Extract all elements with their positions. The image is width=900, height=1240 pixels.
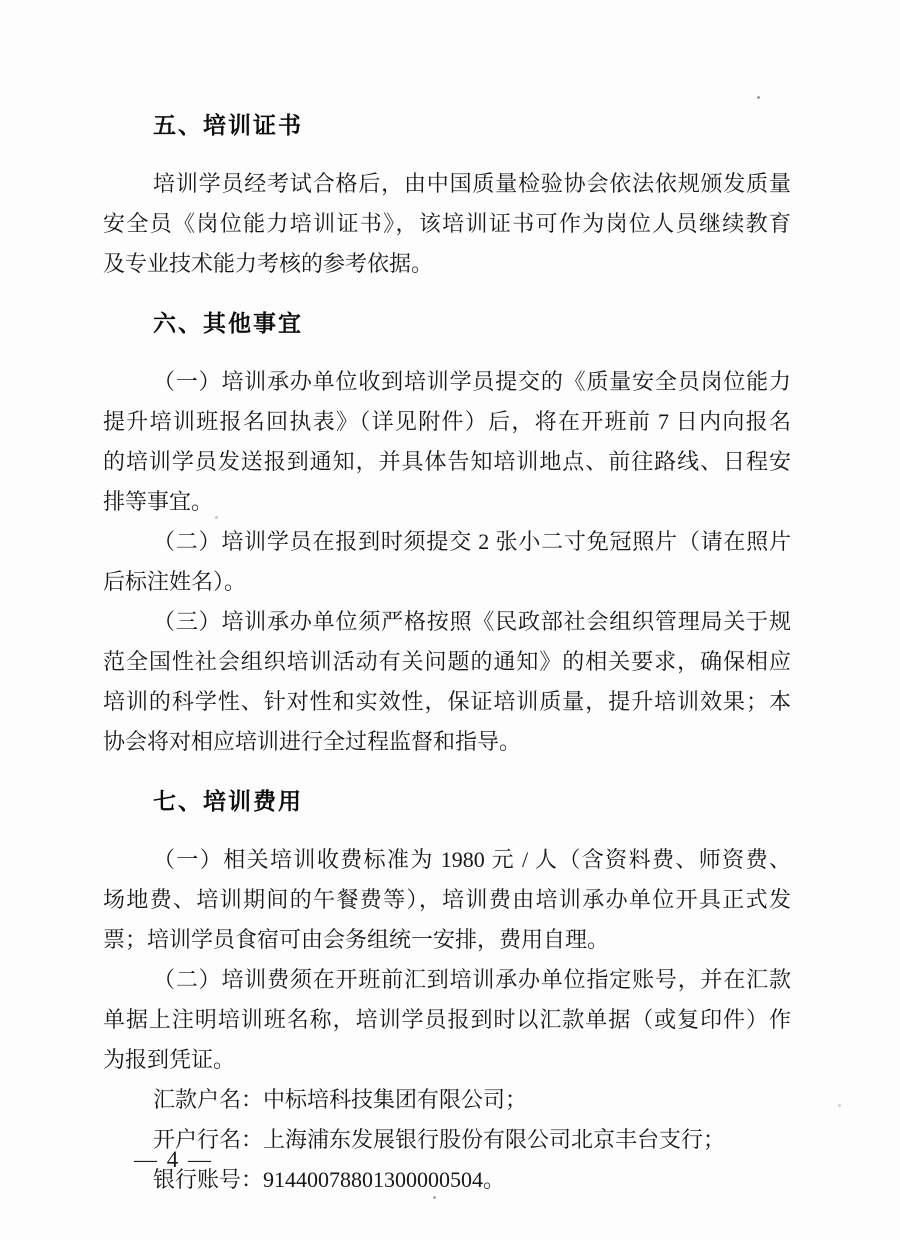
paragraph-line: 单据上注明培训班名称，培训学员报到时以汇款单据（或复印件）作 — [103, 1007, 791, 1033]
document-body — [103, 86, 791, 1200]
section-heading: 七、培训费用 — [153, 788, 303, 815]
document-section — [103, 105, 791, 284]
section-heading: 五、培训证书 — [153, 112, 303, 139]
paragraph-line: 的培训学员发送报到通知，并具体告知培训地点、前往路线、日程安 — [103, 449, 791, 475]
paragraph-line: 协会将对相应培训进行全过程监督和指导。 — [103, 729, 522, 755]
section-heading: 六、其他事宜 — [153, 310, 303, 337]
paragraph-line: 提升培训班报名回执表》（详见附件）后，将在开班前 7 日内向报名 — [103, 409, 791, 435]
paragraph-line: 及专业技术能力考核的参考依据。 — [103, 251, 434, 277]
paragraph-line: （三）培训承办单位须严格按照《民政部社会组织管理局关于规 — [153, 609, 791, 635]
document-section — [103, 781, 791, 1200]
scan-noise — [0, 0, 3, 3]
paragraph-line: 安全员《岗位能力培训证书》，该培训证书可作为岗位人员继续教育 — [103, 211, 791, 237]
paragraph-line: 排等事宜。 — [103, 489, 214, 515]
paragraph-line: 场地费、培训期间的午餐费等），培训费由培训承办单位开具正式发 — [103, 887, 791, 913]
paragraph-line: （一）培训承办单位收到培训学员提交的《质量安全员岗位能力 — [153, 369, 791, 395]
paragraph-line: （二）培训费须在开班前汇到培训承办单位指定账号，并在汇款 — [153, 967, 791, 993]
paragraph-line: （二）培训学员在报到时须提交 2 张小二寸免冠照片（请在照片 — [153, 529, 791, 555]
paragraph-line: 为报到凭证。 — [103, 1047, 236, 1073]
paragraph-line: 培训的科学性、针对性和实效性，保证培训质量，提升培训效果；本 — [103, 689, 791, 715]
paragraph-line: 开户行名：上海浦东发展银行股份有限公司北京丰台支行； — [153, 1127, 726, 1153]
paragraph-line: （一）相关培训收费标准为 1980 元 / 人（含资料费、师资费、 — [153, 847, 791, 873]
paragraph-line: 银行账号：91440078801300000504。 — [153, 1167, 506, 1193]
document-section — [103, 303, 791, 762]
paragraph-line: 培训学员经考试合格后，由中国质量检验协会依法依规颁发质量 — [153, 171, 791, 197]
page-number: — 4 — — [134, 1147, 213, 1172]
paragraph-line: 汇款户名：中标培科技集团有限公司； — [153, 1087, 528, 1113]
paragraph-line: 后标注姓名）。 — [103, 569, 247, 595]
paragraph-line: 范全国性社会组织培训活动有关问题的通知》的相关要求，确保相应 — [103, 649, 791, 675]
paragraph-line: 票；培训学员食宿可由会务组统一安排，费用自理。 — [103, 927, 610, 953]
